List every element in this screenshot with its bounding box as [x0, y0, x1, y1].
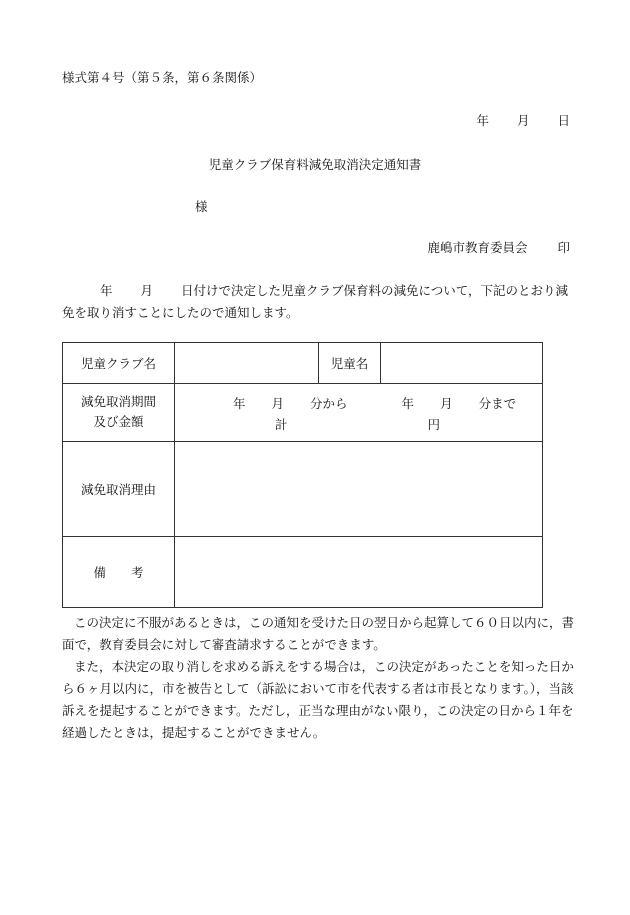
from-text: 分から: [310, 396, 348, 411]
document-title: 児童クラブ保育料減免取消決定通知書: [208, 157, 422, 172]
intro-year: 年: [100, 283, 113, 298]
remarks-label: 備 考: [63, 537, 175, 608]
table-row-remarks: [63, 537, 543, 608]
child-name-field[interactable]: [381, 343, 543, 384]
note-lawsuit: また，本決定の取り消しを求める訴えをする場合は，この決定があったことを知った日から６ヶ月以内に，市を被告として（訴訟において市を代表する者は市長となります。），当該訴えを提起することができます。ただし，正当な理由がない限り，この決定の日から１年を経過したときは，提起することができません。: [62, 659, 574, 740]
child-name-label: 児童名: [319, 343, 381, 384]
reason-label: 減免取消理由: [63, 442, 175, 537]
table-row-club: [63, 343, 543, 384]
date-day: 日: [557, 113, 570, 128]
from-year: 年: [233, 396, 246, 411]
intro-paragraph: [62, 280, 575, 324]
yen-label: 円: [427, 417, 441, 432]
club-name-label: 児童クラブ名: [63, 343, 175, 384]
date-month: 月: [516, 113, 530, 128]
total-label: 計: [275, 417, 288, 432]
club-name-field[interactable]: [175, 343, 319, 384]
addressee-suffix: 様: [195, 199, 208, 214]
date-line: [476, 111, 570, 129]
table-row-period: [63, 384, 543, 442]
period-field[interactable]: [175, 384, 543, 442]
seal-mark: 印: [557, 240, 570, 255]
table-row-reason: [63, 442, 543, 537]
period-label-line-2: 及び金額: [93, 414, 144, 429]
to-text: 分まで: [478, 396, 517, 411]
remarks-field[interactable]: [175, 537, 543, 608]
period-label: [63, 384, 175, 442]
to-month: 月: [440, 396, 453, 411]
to-year: 年: [401, 396, 415, 411]
total-row: [275, 415, 440, 433]
intro-month: 月: [140, 283, 154, 298]
footer-notes: [62, 612, 575, 744]
date-year: 年: [476, 113, 489, 128]
form-number: 様式第４号（第５条，第６条関係）: [62, 70, 263, 85]
period-label-line-1: 減免取消期間: [80, 394, 156, 409]
intro-text: 日付けで決定した児童クラブ保育料の減免について，下記のとおり減免を取り消すことにしたので通知します。: [62, 283, 569, 320]
detail-table: [62, 342, 543, 608]
issuer-name: 鹿嶋市教育委員会: [427, 240, 528, 255]
note-appeal: この決定に不服があるときは，この通知を受けた日の翌日から起算して６０日以内に，書面で，教育委員会に対して審査請求することができます。: [62, 615, 575, 652]
period-range: [233, 394, 516, 412]
issuer: [427, 238, 570, 256]
from-month: 月: [271, 396, 285, 411]
reason-field[interactable]: [175, 442, 543, 537]
